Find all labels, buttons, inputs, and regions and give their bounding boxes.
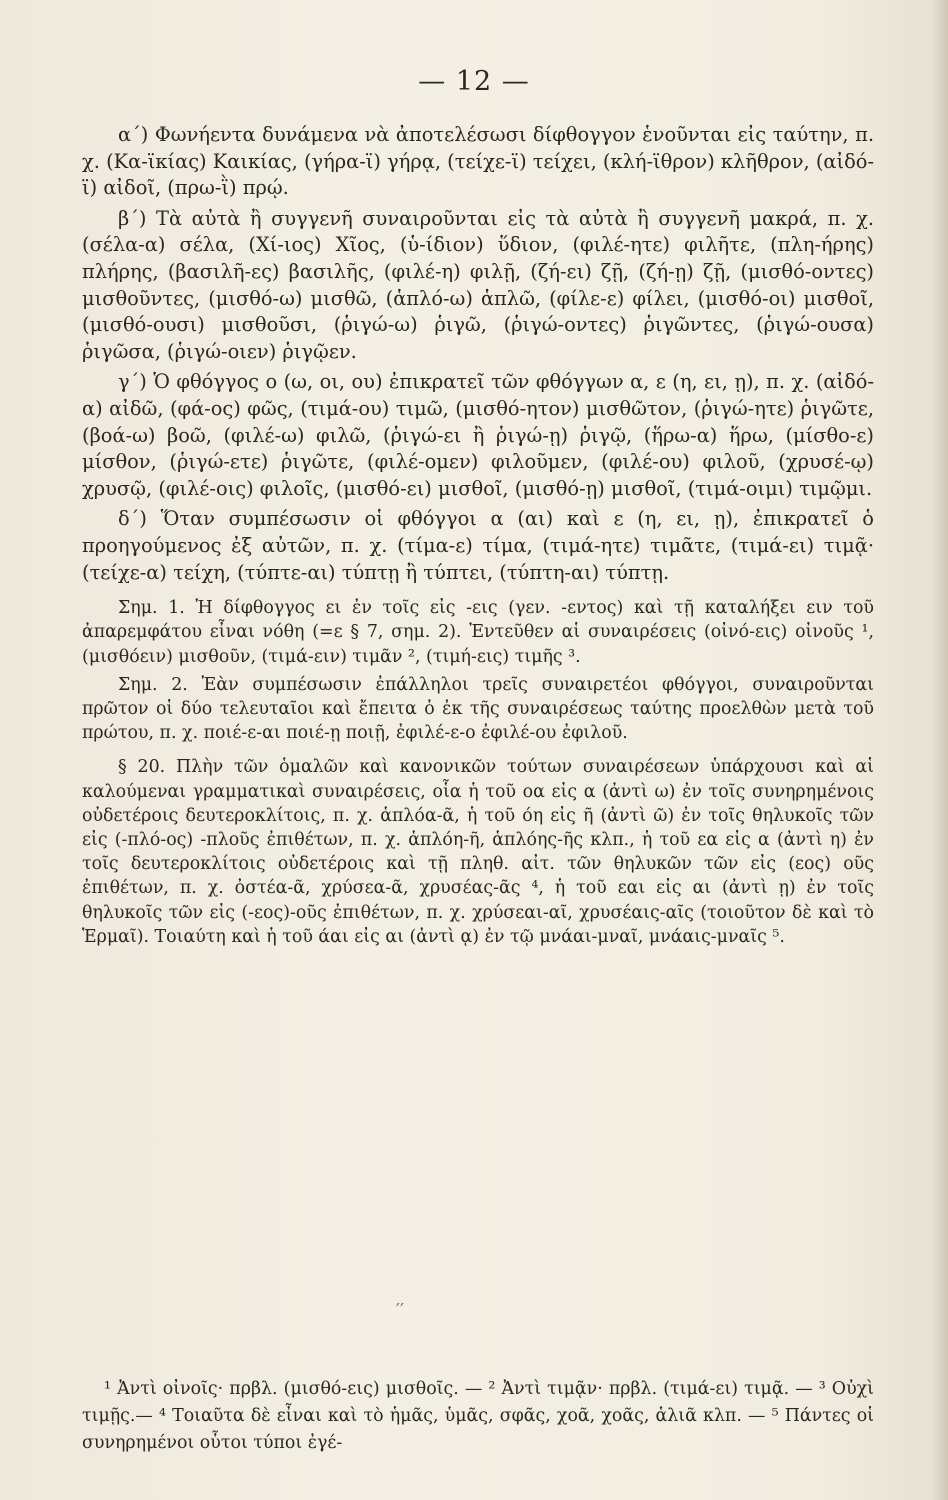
note-2: Σημ. 2. Ἐὰν συμπέσωσιν ἐπάλληλοι τρεῖς συναιρετέοι φθόγγοι, συναιροῦνται πρῶτον οἱ δύο τελευταῖοι καὶ ἔπειτα ὁ ἐκ τῆς συναιρέσεως ταύτης προελθὼν μετὰ τοῦ πρώτου, π. χ. ποιέ-ε-αι ποιέ-ῃ ποιῇ, ἐφιλέ-ε-ο ἐφιλέ-ου ἐφιλοῦ. <box>82 674 874 744</box>
paragraph-alpha: α΄) Φωνήεντα δυνάμενα νὰ ἀποτελέσωσι δίφθογγον ἑνοῦνται εἰς ταύτην, π. χ. (Κα-ϊκίας) Καικίας, (γήρα-ϊ) γήρᾳ, (τείχε-ϊ) τείχει, (κλή-ϊθρον) κλῆθρον, (αἰδό-ϊ) αἰδοῖ, (πρω-ῒ) πρῴ. <box>82 123 874 200</box>
stray-mark: ′′ <box>395 1300 405 1321</box>
paragraph-gamma: γ΄) Ὁ φθόγγος ο (ω, οι, ου) ἐπικρατεῖ τῶν φθόγγων α, ε (η, ει, ῃ), π. χ. (αἰδό-α) αἰδῶ, (φά-ος) φῶς, (τιμά-ου) τιμῶ, (μισθό-ητον) μισθῶτον, (ῥιγώ-ητε) ῥιγῶτε, (βοά-ω) βοῶ, (φιλέ-ω) φιλῶ, (ῥιγώ-ει ἢ ῥιγώ-ῃ) ῥιγῷ, (ἥρω-α) ἥρω, (μίσθο-ε) μίσθον, (ῥιγώ-ετε) ῥιγῶτε, (φιλέ-ομεν) φιλοῦμεν, (φιλέ-ου) φιλοῦ, (χρυσέ-ῳ) χρυσῷ, (φιλέ-οις) φιλοῖς, (μισθό-ει) μισθοῖ, (μισθό-ῃ) μισθοῖ, (τιμά-οιμι) τιμῷμι. <box>82 370 874 500</box>
body-text <box>82 122 874 949</box>
footnotes <box>82 1376 874 1457</box>
section-20: § 20. Πλὴν τῶν ὁμαλῶν καὶ κανονικῶν τούτων συναιρέσεων ὑπάρχουσι καὶ αἱ καλούμεναι γραμματικαὶ συναιρέσεις, οἷα ἡ τοῦ οα εἰς α (ἀντὶ ω) ἐν τοῖς συνηρημένοις οὐδετέροις δευτεροκλίτοις, π. χ. ἁπλόα-ᾶ, ἡ τοῦ όη εἰς ῆ (ἀντὶ ῶ) ἐν τοῖς θηλυκοῖς τῶν εἰς (-πλό-ος) -πλοῦς ἐπιθέτων, π. χ. ἁπλόη-ῆ, ἁπλόης-ῆς κλπ., ἡ τοῦ εα εἰς α (ἀντὶ η) ἐν τοῖς δευτεροκλίτοις οὐδετέροις καὶ τῇ πληθ. αἰτ. τῶν θηλυκῶν τῶν εἰς (εος) οῦς ἐπιθέτων, π. χ. ὀστέα-ᾶ, χρύσεα-ᾶ, χρυσέας-ᾶς ⁴, ἡ τοῦ εαι εἰς αι (ἀντὶ ῃ) ἐν τοῖς θηλυκοῖς τῶν εἰς (-εος)-οῦς ἐπιθέτων, π. χ. χρύσεαι-αῖ, χρυσέαις-αῖς (τοιοῦτον δὲ καὶ τὸ Ἑρμαῖ). Τοιαύτη καὶ ἡ τοῦ άαι εἰς αι (ἀντὶ ᾳ) ἐν τῷ μνάαι-μναῖ, μνάαις-μναῖς ⁵. <box>82 757 874 947</box>
note-1: Σημ. 1. Ἡ δίφθογγος ει ἐν τοῖς εἰς -εις (γεν. -εντος) καὶ τῇ καταλήξει ειν τοῦ ἀπαρεμφάτου εἶναι νόθη (=ε § 7, σημ. 2). Ἐντεῦθεν αἱ συναιρέσεις (οἰνό-εις) οἰνοῦς ¹, (μισθόειν) μισθοῦν, (τιμά-ειν) τιμᾶν ², (τιμή-εις) τιμῆς ³. <box>82 598 874 667</box>
page-edge-shadow <box>932 0 948 1500</box>
paragraph-beta: β΄) Τὰ αὐτὰ ἢ συγγενῆ συναιροῦνται εἰς τὰ αὐτὰ ἢ συγγενῆ μακρά, π. χ. (σέλα-α) σέλα, (Χί-ιος) Χῖος, (ὑ-ίδιον) ὕδιον, (φιλέ-ητε) φιλῆτε, (πλη-ήρης) πλήρης, (βασιλῆ-ες) βασιλῆς, (φιλέ-η) φιλῇ, (ζή-ει) ζῇ, (ζή-ῃ) ζῇ, (μισθό-οντες) μισθοῦντες, (μισθό-ω) μισθῶ, (ἁπλό-ω) ἁπλῶ, (φίλε-ε) φίλει, (μισθό-οι) μισθοῖ, (μισθό-ουσι) μισθοῦσι, (ῥιγώ-ω) ῥιγῶ, (ῥιγώ-οντες) ῥιγῶντες, (ῥιγώ-ουσα) ῥιγῶσα, (ῥιγώ-οιεν) ῥιγῷεν. <box>82 206 874 363</box>
footnote-text: ¹ Ἀντὶ οἰνοῖς· πρβλ. (μισθό-εις) μισθοῖς. — ² Ἀντὶ τιμᾷν· πρβλ. (τιμά-ει) τιμᾷ. — ³ Οὐχὶ τιμῇς.— ⁴ Τοιαῦτα δὲ εἶναι καὶ τὸ ἡμᾶς, ὑμᾶς, σφᾶς, χοᾶ, χοᾶς, ἁλιᾶ κλπ. — ⁵ Πάντες οἱ συνηρημένοι οὗτοι τύποι ἐγέ- <box>82 1379 874 1453</box>
notes-block <box>82 596 874 949</box>
page-number: — 12 — <box>418 66 530 97</box>
paragraph-delta: δ΄) Ὅταν συμπέσωσιν οἱ φθόγγοι α (αι) καὶ ε (η, ει, ῃ), ἐπικρατεῖ ὁ προηγούμενος ἐξ αὐτῶν, π. χ. (τίμα-ε) τίμα, (τιμά-ητε) τιμᾶτε, (τιμά-ει) τιμᾷ· (τείχε-α) τείχη, (τύπτε-αι) τύπτῃ ἢ τύπτει, (τύπτη-αι) τύπτῃ. <box>82 507 874 584</box>
